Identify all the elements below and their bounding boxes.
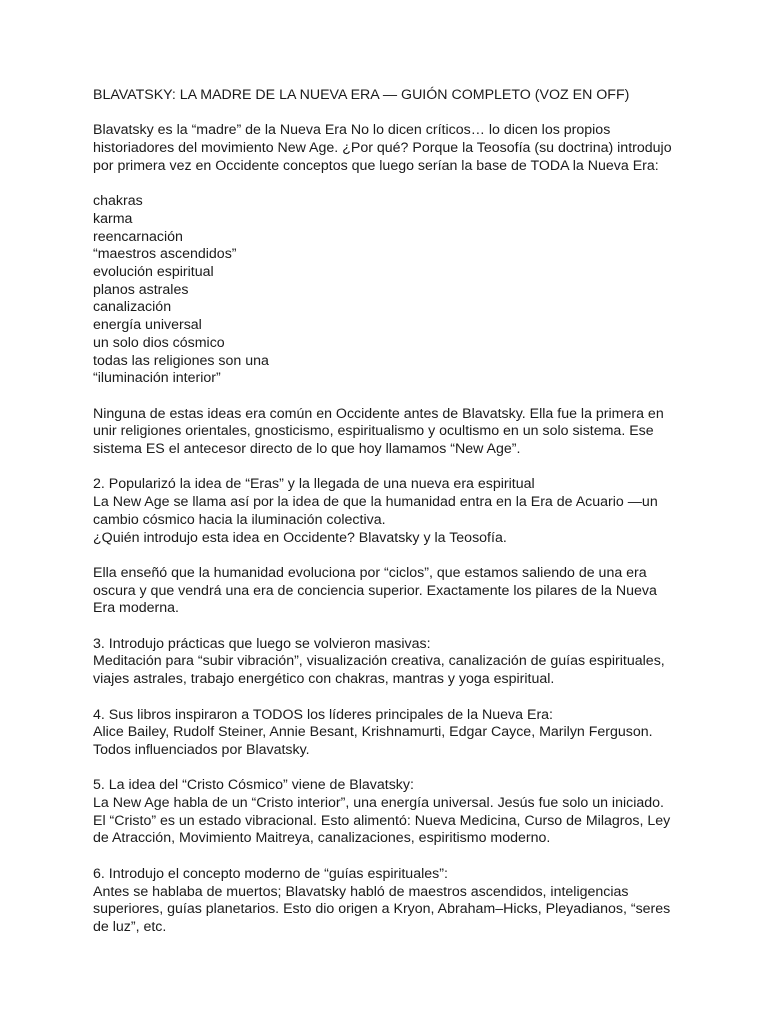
text-line: Alice Bailey, Rudolf Steiner, Annie Besant, Krishnamurti, Edgar Cayce, Marilyn Ferguson. [93,724,653,741]
list-item: chakras [93,193,143,210]
section-heading: 5. La idea del “Cristo Cósmico” viene de Blavatsky: [93,777,414,794]
list-item: “maestros ascendidos” [93,246,237,263]
text-line: Todos influenciados por Blavatsky. [93,741,310,758]
intro-paragraph [93,122,683,175]
text-line: sistema ES el antecesor directo de lo que hoy llamamos “New Age”. [93,441,521,458]
section-2b [93,565,683,618]
list-item: un solo dios cósmico [93,334,225,351]
text-line: historiadores del movimiento New Age. ¿Por qué? Porque la Teosofía (su doctrina) introdujo [93,140,672,157]
text-line: Ninguna de estas ideas era común en Occidente antes de Blavatsky. Ella fue la primera en [93,405,664,422]
summary-paragraph [93,406,683,459]
text-line: ¿Quién introdujo esta idea en Occidente? Blavatsky y la Teosofía. [93,529,507,546]
list-item: karma [93,210,133,227]
text-line: Antes se hablaba de muertos; Blavatsky habló de maestros ascendidos, inteligencias [93,883,629,900]
section-4 [93,707,683,760]
section-heading: 4. Sus libros inspiraron a TODOS los líderes principales de la Nueva Era: [93,706,553,723]
concepts-list [93,193,683,388]
section-5 [93,777,683,848]
text-line: La New Age habla de un “Cristo interior”, una energía universal. Jesús fue solo un iniciado. [93,795,664,811]
text-line: El “Cristo” es un estado vibracional. Esto alimentó: Nueva Medicina, Curso de Milagros, Ley [93,812,671,829]
text-line: unir religiones orientales, gnosticismo, espiritualismo y ocultismo en un solo sistema. Ese [93,423,654,440]
section-heading: 2. Popularizó la idea de “Eras” y la llegada de una nueva era espiritual [93,476,535,493]
section-6 [93,866,683,937]
list-item: reencarnación [93,228,183,245]
list-item: todas las religiones son una [93,352,269,369]
text-line: por primera vez en Occidente conceptos que luego serían la base de TODA la Nueva Era: [93,157,659,174]
text-line: cambio cósmico hacia la iluminación colectiva. [93,511,386,528]
text-line: viajes astrales, trabajo energético con chakras, mantras y yoga espiritual. [93,671,555,688]
text-line: superiores, guías planetarios. Esto dio origen a Kryon, Abraham–Hicks, Pleyadianos, “seres [93,901,671,918]
text-line: Ella enseñó que la humanidad evoluciona por “ciclos”, que estamos saliendo de una era [93,564,647,581]
list-item: evolución espiritual [93,264,214,280]
text-line: Era moderna. [93,600,179,617]
list-item: canalización [93,299,172,316]
list-item: planos astrales [93,281,189,298]
text-line: La New Age se llama así por la idea de que la humanidad entra en la Era de Acuario —un [93,494,658,511]
list-item: energía universal [93,317,202,334]
section-3 [93,636,683,689]
section-heading: 3. Introdujo prácticas que luego se volvieron masivas: [93,635,431,652]
text-line: de Atracción, Movimiento Maitreya, canalizaciones, espiritismo moderno. [93,830,551,847]
text-line: Blavatsky es la “madre” de la Nueva Era No lo dicen críticos… lo dicen los propios [93,122,611,139]
text-line: oscura y que vendrá una era de conciencia superior. Exactamente los pilares de la Nueva [93,582,657,599]
text-line: Meditación para “subir vibración”, visualización creativa, canalización de guías espirituales, [93,653,665,670]
section-2 [93,476,683,547]
document-page [93,87,683,954]
section-heading: 6. Introdujo el concepto moderno de “guías espirituales”: [93,865,448,882]
text-line: de luz”, etc. [93,918,167,935]
document-title: BLAVATSKY: LA MADRE DE LA NUEVA ERA — GUIÓN COMPLETO (VOZ EN OFF) [93,87,630,103]
list-item: “iluminación interior” [93,370,221,387]
